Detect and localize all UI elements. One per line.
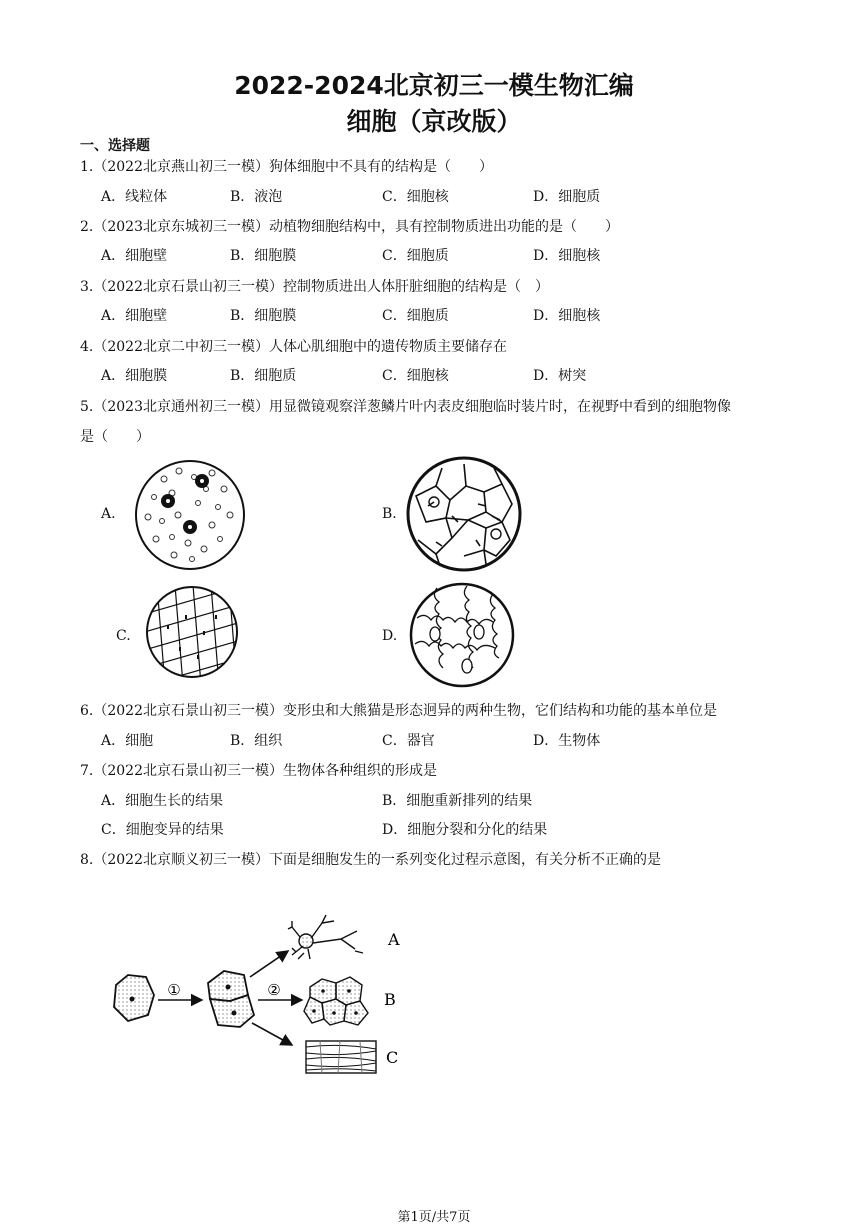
q1-option-a: A．线粒体 [101, 189, 168, 205]
q2-option-b: B．细胞膜 [230, 248, 297, 264]
q6-option-b: B．组织 [230, 733, 283, 749]
q6-option-c: C．器官 [382, 733, 435, 749]
question-1-stem: 1.（2022北京燕山初三一模）狗体细胞中不具有的结构是（ ） [80, 159, 493, 175]
q4-option-c: C．细胞核 [382, 368, 449, 384]
q7-option-d: D．细胞分裂和分化的结果 [382, 822, 548, 838]
cell-differentiation-diagram [110, 905, 410, 1080]
micrograph-c-image [145, 585, 239, 679]
q7-option-a: A．细胞生长的结果 [101, 793, 224, 809]
q4-option-d: D．树突 [533, 368, 587, 384]
doc-title: 2022-2024北京初三一模生物汇编 [234, 71, 634, 100]
q5-option-a: A. [101, 506, 116, 522]
question-6-stem: 6.（2022北京石景山初三一模）变形虫和大熊猫是形态迥异的两种生物，它们结构和功能的基本单位是 [80, 703, 717, 719]
q3-option-d: D．细胞核 [533, 308, 601, 324]
diagram-step-2-label: ② [267, 981, 281, 999]
question-2-stem: 2.（2023北京东城初三一模）动植物细胞结构中，具有控制物质进出功能的是（ ） [80, 219, 619, 235]
q4-option-b: B．细胞质 [230, 368, 297, 384]
q5-option-b: B. [382, 506, 397, 522]
section-heading: 一、选择题 [80, 138, 150, 154]
diagram-label-b: B [384, 990, 396, 1009]
diagram-step-1-label: ① [167, 981, 181, 999]
question-5-stem-cont: 是（ ） [80, 429, 150, 445]
q2-option-a: A．细胞壁 [101, 248, 168, 264]
q4-option-a: A．细胞膜 [101, 368, 168, 384]
q1-option-d: D．细胞质 [533, 189, 601, 205]
diagram-label-a: A [388, 930, 400, 949]
q2-option-c: C．细胞质 [382, 248, 449, 264]
q7-option-c: C．细胞变异的结果 [101, 822, 224, 838]
q3-option-a: A．细胞壁 [101, 308, 168, 324]
question-3-stem: 3.（2022北京石景山初三一模）控制物质进出人体肝脏细胞的结构是（ ） [80, 279, 549, 295]
q6-option-a: A．细胞 [101, 733, 154, 749]
q3-option-c: C．细胞质 [382, 308, 449, 324]
q7-option-b: B．细胞重新排列的结果 [382, 793, 533, 809]
micrograph-b-image [406, 456, 522, 572]
question-7-stem: 7.（2022北京石景山初三一模）生物体各种组织的形成是 [80, 763, 437, 779]
question-4-stem: 4.（2022北京二中初三一模）人体心肌细胞中的遗传物质主要储存在 [80, 339, 507, 355]
q2-option-d: D．细胞核 [533, 248, 601, 264]
question-5-stem: 5.（2023北京通州初三一模）用显微镜观察洋葱鳞片叶内表皮细胞临时装片时，在视野中看到的细胞物像 [80, 399, 731, 415]
micrograph-d-image [409, 582, 515, 688]
micrograph-a-image [134, 459, 246, 571]
diagram-label-c: C [386, 1048, 399, 1067]
q1-option-c: C．细胞核 [382, 189, 449, 205]
q5-option-c: C. [116, 628, 131, 644]
q5-option-d: D. [382, 628, 398, 644]
page-footer: 第1页/共7页 [397, 1210, 471, 1225]
doc-subtitle: 细胞（京改版） [346, 107, 522, 136]
q6-option-d: D．生物体 [533, 733, 601, 749]
question-8-stem: 8.（2022北京顺义初三一模）下面是细胞发生的一系列变化过程示意图，有关分析不正确的是 [80, 852, 661, 868]
q3-option-b: B．细胞膜 [230, 308, 297, 324]
q1-option-b: B．液泡 [230, 189, 283, 205]
